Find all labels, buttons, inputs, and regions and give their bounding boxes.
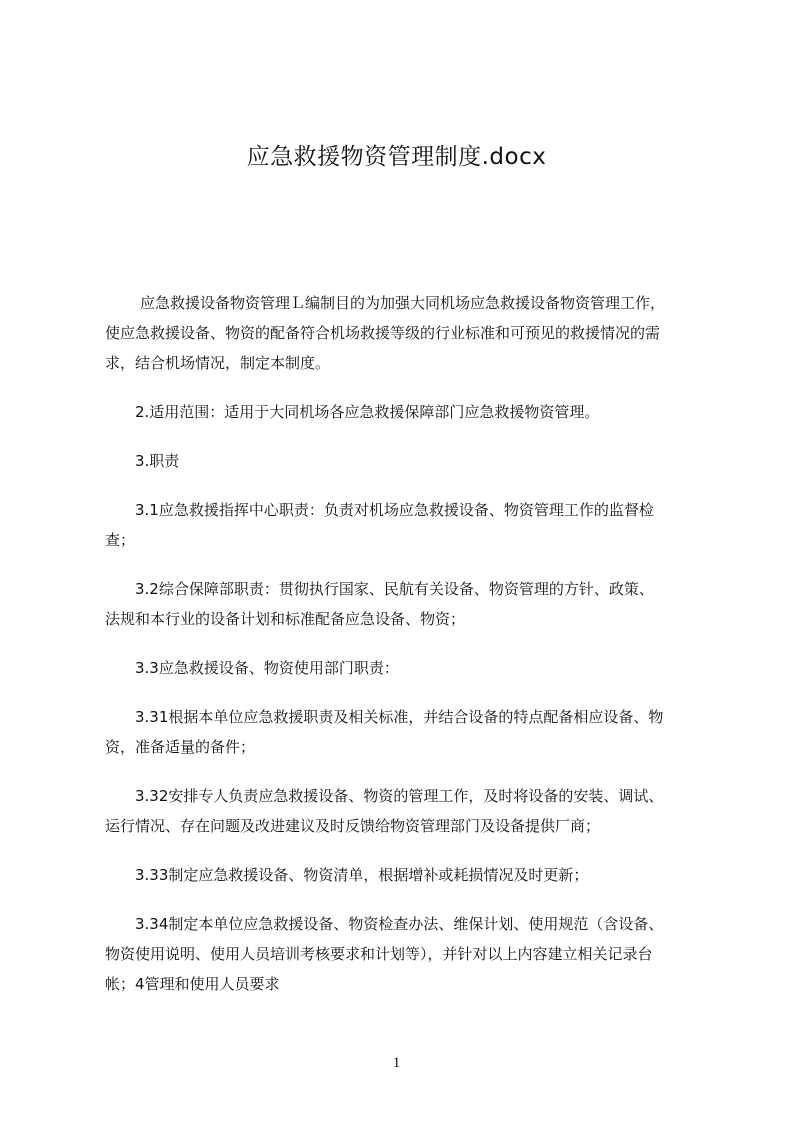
paragraph-3-34 [105,909,709,999]
text-line: 3.34制定本单位应急救援设备、物资检查办法、维保计划、使用规范（含设备、 [135,915,664,933]
text-line: 使应急救援设备、物资的配备符合机场救援等级的行业标准和可预见的救援情况的需 [105,324,661,342]
paragraph-scope [105,397,709,427]
paragraph-responsibilities-heading [105,446,709,476]
text-line: 3.33制定应急救援设备、物资清单，根据增补或耗损情况及时更新； [135,866,589,884]
paragraph-3-2 [105,574,709,634]
page-number: 1 [392,1055,401,1071]
text-line: 3.31根据本单位应急救援职责及相关标准，并结合设备的特点配备相应设备、物 [135,708,664,726]
text-line: 3.2综合保障部职责：贯彻执行国家、民航有关设备、物资管理的方针、政策、 [135,580,654,598]
text-line: 3.职责 [135,452,180,470]
text-line: 资，准备适量的备件； [105,738,256,756]
paragraph-3-3 [105,653,709,683]
paragraph-purpose [105,288,709,378]
text-line: 应急救援设备物资管理Ｌ编制目的为加强大同机场应急救援设备物资管理工作， [140,294,666,312]
paragraph-3-32 [105,781,709,841]
text-line: 2.适用范围：适用于大同机场各应急救援保障部门应急救援物资管理。 [135,403,600,421]
text-line: 3.3应急救援设备、物资使用部门职责： [135,659,399,677]
text-line: 查； [105,531,136,549]
text-line: 法规和本行业的设备计划和标准配备应急设备、物资； [105,610,466,628]
text-line: 3.1应急救援指挥中心职责：负责对机场应急救援设备、物资管理工作的监督检 [135,501,654,519]
text-line: 物资使用说明、使用人员培训考核要求和计划等），并针对以上内容建立相关记录台 [105,945,653,963]
page-title: 应急救援物资管理制度.docx [246,144,547,170]
document-body [105,288,709,1018]
text-line: 帐；4管理和使用人员要求 [105,975,280,993]
text-line: 3.32安排专人负责应急救援设备、物资的管理工作，及时将设备的安装、调试、 [135,787,664,805]
paragraph-3-31 [105,702,709,762]
paragraph-3-1 [105,495,709,555]
paragraph-3-33 [105,860,709,890]
text-line: 求，结合机场情况，制定本制度。 [105,354,331,372]
text-line: 运行情况、存在问题及改进建议及时反馈给物资管理部门及设备提供厂商； [105,817,601,835]
